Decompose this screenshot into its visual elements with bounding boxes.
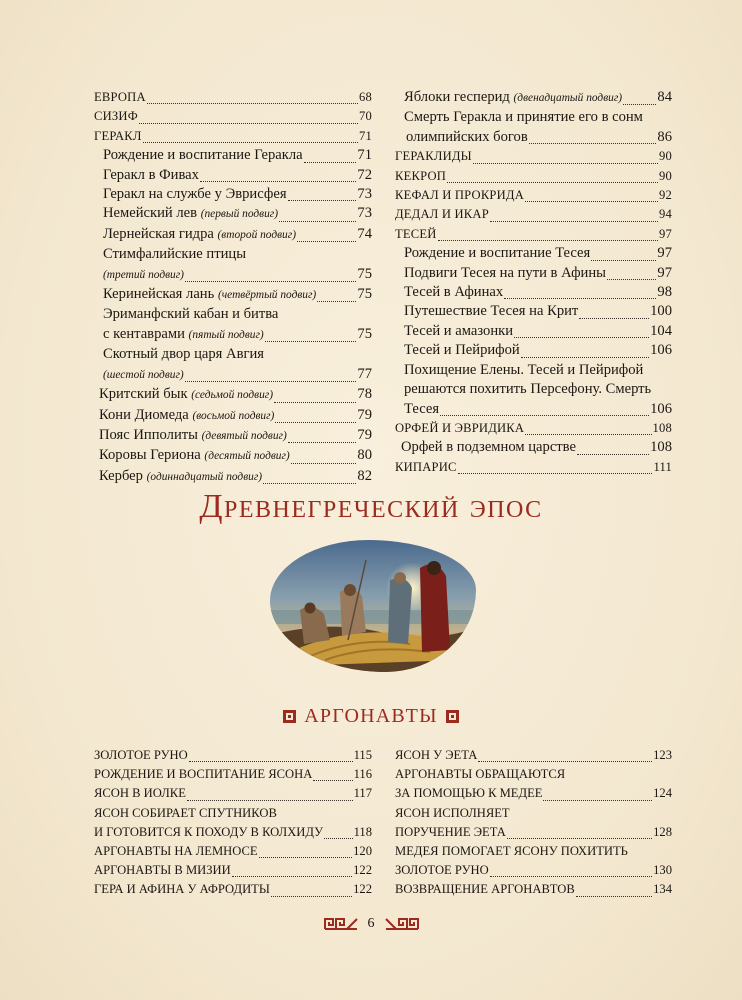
toc-entry[interactable]: ТЕСЕЙ 97 [395,226,672,241]
illustration-image [270,540,476,672]
toc-entry[interactable]: ДЕДАЛ И ИКАР 94 [395,207,672,222]
toc-entry[interactable]: ГЕРАКЛ 71 [94,128,372,143]
toc-entry[interactable]: Орфей в подземном царстве 108 [401,439,672,456]
toc-entry[interactable]: КИПАРИС 111 [395,459,672,474]
toc-entry[interactable]: Рождение и воспитание Геракла 71 [103,147,372,164]
toc-entry[interactable]: ОРФЕЙ И ЭВРИДИКА 108 [395,420,672,435]
toc-entry[interactable]: Тесей в Афинах 98 [404,284,672,301]
toc-entry[interactable]: ЕВРОПА 68 [94,90,372,104]
toc-entry[interactable]: Подвиги Тесея на пути в Афины 97 [404,264,672,281]
toc-entry[interactable]: РОЖДЕНИЕ И ВОСПИТАНИЕ ЯСОНА 116 [94,767,372,782]
toc-entry[interactable]: Яблоки гесперид (двенадцатый подвиг) 84 [404,89,672,105]
toc-entry[interactable]: Керинейская лань (четвёртый подвиг) 75 [103,286,372,303]
toc-entry[interactable]: АРГОНАВТЫ В МИЗИИ 122 [94,863,372,878]
toc-entry[interactable]: Смерть Геракла и принятие его в сонм олимпийских богов 86 [404,109,672,145]
toc-entry[interactable]: Геракл на службе у Эврисфея 73 [103,186,372,203]
ornament-icon [446,710,459,723]
toc-entry[interactable]: КЕКРОП 90 [395,168,672,183]
meander-left-icon [324,916,358,930]
toc-column-bottom-right [395,746,672,900]
toc-entry[interactable]: АРГОНАВТЫ НА ЛЕМНОСЕ 120 [94,844,372,859]
toc-entry[interactable]: СИЗИФ 70 [94,109,372,124]
toc-entry[interactable]: Немейский лев (первый подвиг) 73 [103,205,372,222]
toc-entry[interactable]: ГЕРАКЛИДЫ 90 [395,149,672,164]
toc-column-top-left [94,88,372,487]
toc-entry[interactable]: Эриманфский кабан и битва с кентаврами (пятый подвиг) 75 [103,306,372,342]
toc-entry[interactable]: Стимфалийские птицы (третий подвиг) 75 [103,246,372,282]
subsection-heading: АРГОНАВТЫ [0,705,742,728]
toc-entry[interactable]: Кони Диомеда (восьмой подвиг) 79 [99,406,372,423]
toc-entry[interactable]: ЯСОН В ИОЛКЕ 117 [94,786,372,801]
section-heading: Древнегреческий эпос [199,488,543,525]
toc-column-bottom-left [94,746,372,900]
toc-entry[interactable]: Коровы Гериона (десятый подвиг) 80 [99,447,372,464]
toc-entry[interactable]: АРГОНАВТЫ ОБРАЩАЮТСЯ ЗА ПОМОЩЬЮ К МЕДЕЕ 124 [395,767,672,801]
toc-entry[interactable]: Кербер (одиннадцатый подвиг) 82 [99,467,372,484]
ornament-icon [283,710,296,723]
page-footer [0,916,742,932]
toc-entry[interactable]: ВОЗВРАЩЕНИЕ АРГОНАВТОВ 134 [395,882,672,897]
toc-entry[interactable]: Скотный двор царя Авгия (шестой подвиг) 77 [103,346,372,382]
toc-entry[interactable]: Тесей и амазонки 104 [404,322,672,339]
toc-entry[interactable]: ЗОЛОТОЕ РУНО 115 [94,748,372,762]
toc-entry[interactable]: ЯСОН У ЭЕТА 123 [395,748,672,762]
argonauts-illustration [270,540,476,672]
toc-entry[interactable]: КЕФАЛ И ПРОКРИДА 92 [395,188,672,203]
toc-entry[interactable]: Рождение и воспитание Тесея 97 [404,245,672,262]
toc-entry[interactable]: ЯСОН ИСПОЛНЯЕТ ПОРУЧЕНИЕ ЭЕТА 128 [395,805,672,839]
toc-entry[interactable]: МЕДЕЯ ПОМОГАЕТ ЯСОНУ ПОХИТИТЬ ЗОЛОТОЕ РУНО 130 [395,844,672,878]
page-number: 6 [367,916,375,931]
toc-entry[interactable]: Путешествие Тесея на Крит 100 [404,303,672,320]
toc-entry[interactable]: ЯСОН СОБИРАЕТ СПУТНИКОВ И ГОТОВИТСЯ К ПОХОДУ В КОЛХИДУ 118 [94,805,372,839]
toc-entry[interactable]: Пояс Ипполиты (девятый подвиг) 79 [99,426,372,443]
toc-entry[interactable]: Похищение Елены. Тесей и Пейрифой решаются похитить Персефону. Смерть Тесея 106 [404,361,672,417]
toc-entry[interactable]: ГЕРА И АФИНА У АФРОДИТЫ 122 [94,882,372,897]
toc-entry[interactable]: Критский бык (седьмой подвиг) 78 [99,386,372,403]
toc-column-top-right [395,88,672,477]
meander-right-icon [385,916,419,930]
toc-entry[interactable]: Тесей и Пейрифой 106 [404,342,672,359]
toc-entry[interactable]: Геракл в Фивах 72 [103,166,372,183]
toc-entry[interactable]: Лернейская гидра (второй подвиг) 74 [103,225,372,242]
